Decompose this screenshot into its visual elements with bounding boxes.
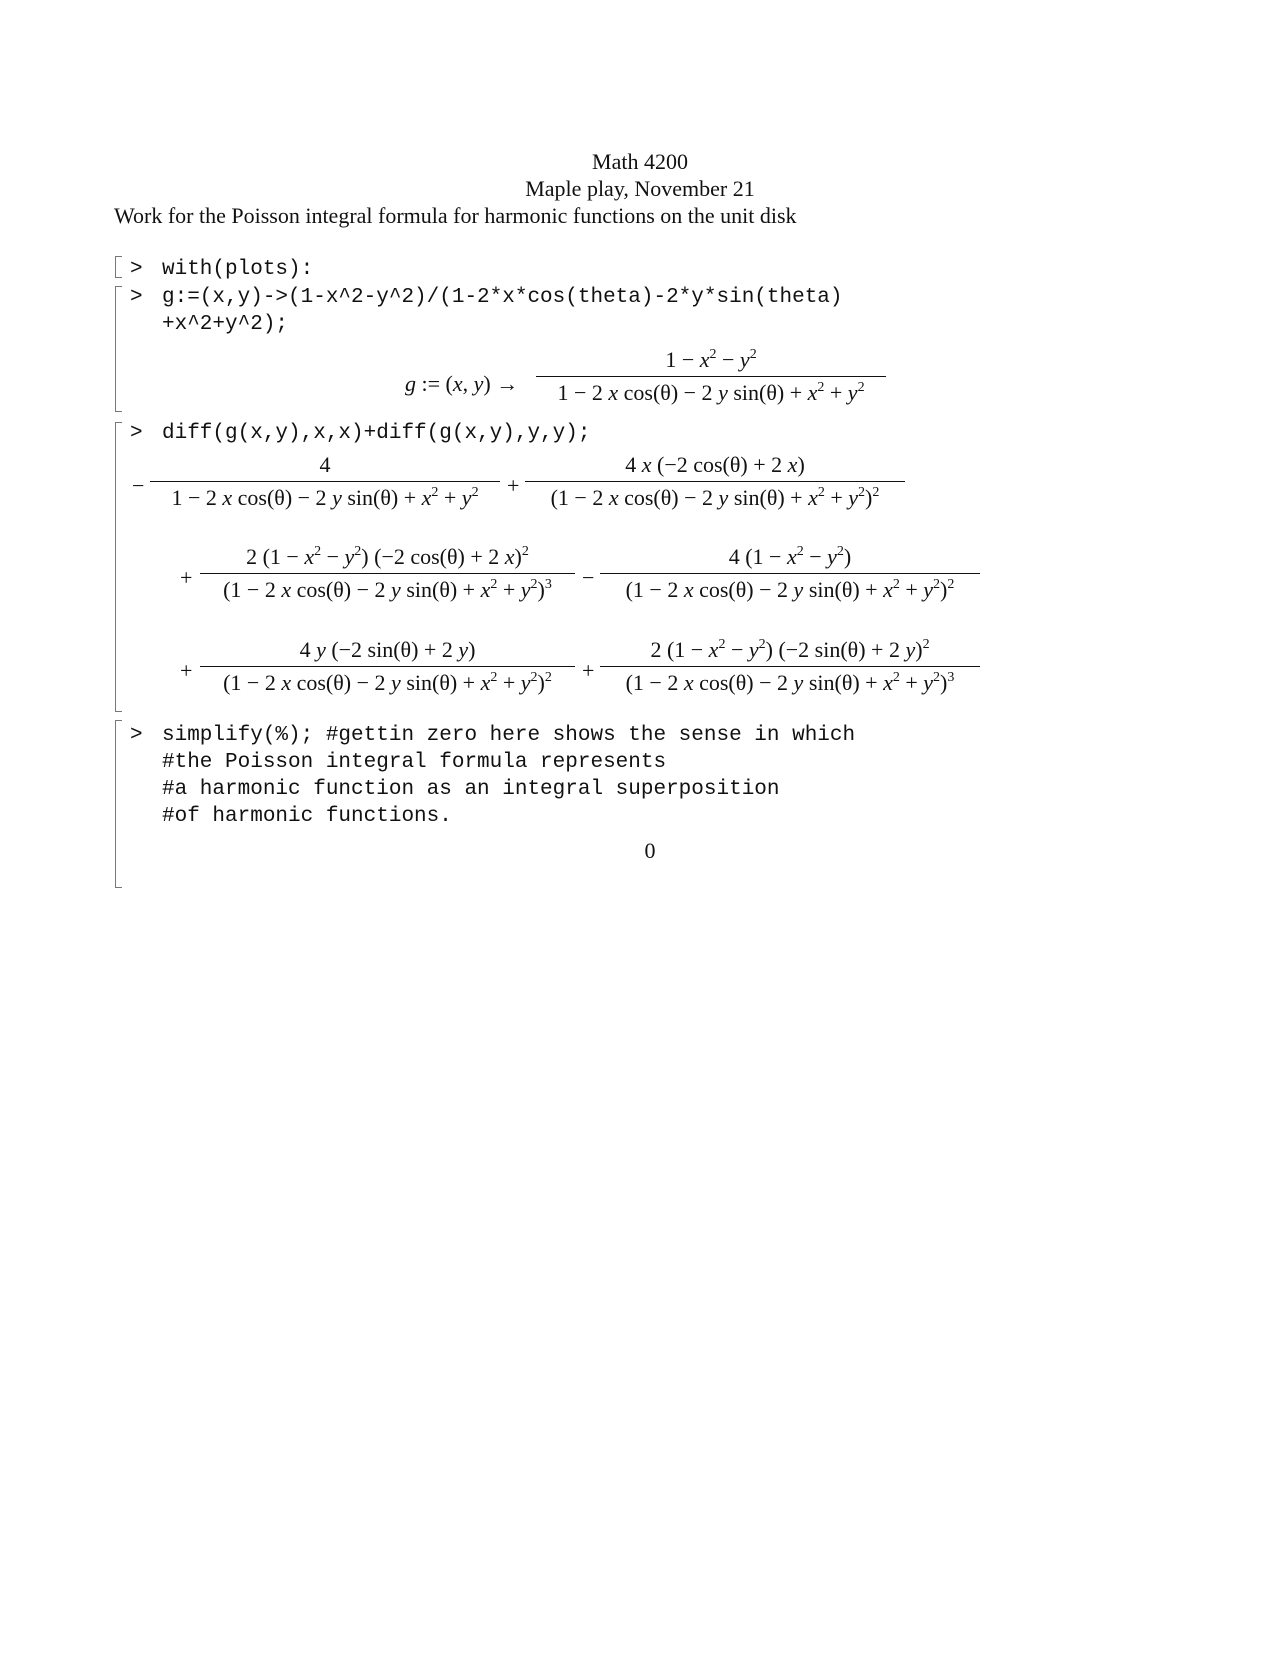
group-bracket-4[interactable] xyxy=(115,720,116,888)
input-comment-line[interactable]: #of harmonic functions. xyxy=(162,805,452,828)
prompt: > xyxy=(130,422,143,445)
input-define-g-continued[interactable]: +x^2+y^2); xyxy=(162,313,289,336)
prompt: > xyxy=(130,286,143,309)
output-plus-sign: + xyxy=(180,658,193,683)
input-laplacian[interactable]: diff(g(x,y),x,x)+diff(g(x,y),y,y); xyxy=(162,422,591,445)
input-with-plots[interactable]: with(plots): xyxy=(162,258,314,281)
output-term-6: 2 $(1 - x^2 - y^2)$ (−2 sin(θ) + 2 y)$^2$ (1 − 2 x cos(θ) − 2 y $\sin(\theta) + x^2 + y^2)^3$ xyxy=(600,637,980,696)
group-bracket-1[interactable] xyxy=(115,256,116,278)
group-bracket-3[interactable] xyxy=(115,422,116,712)
output-term-2: 4 x (−2 cos(θ) + 2 x) (1 − 2 x cos(θ) − 2 y $\sin(\theta) + x^2 + y^2)^2$ xyxy=(525,452,905,511)
output-plus-sign: + xyxy=(507,473,520,498)
output-plus-sign: + xyxy=(180,565,193,590)
output-term-3: 2 $(1 - x^2 - y^2)$ (−2 cos(θ) + 2 x)$^2$ (1 − 2 x cos(θ) − 2 y $\sin(\theta) + x^2 + y^2)^3$ xyxy=(200,544,575,603)
output-term-5: 4 y (−2 sin(θ) + 2 y) (1 − 2 x cos(θ) − 2 y $\sin(\theta) + x^2 + y^2)^2$ xyxy=(200,637,575,696)
output-minus-sign: − xyxy=(582,565,595,590)
output-term-1: 4 1 − 2 x cos(θ) − 2 y $\sin(\theta) + x^2 + y^2$ xyxy=(150,452,500,511)
output-minus-sign: − xyxy=(132,473,145,498)
output-g-lhs: g := (x, y) → xyxy=(405,371,519,396)
document-subtitle: Maple play, November 21 xyxy=(525,176,755,201)
input-simplify[interactable]: simplify(%); #gettin zero here shows the sense in which xyxy=(162,724,856,747)
group-bracket-2[interactable] xyxy=(115,286,116,412)
document-description: Work for the Poisson integral formula for harmonic functions on the unit disk xyxy=(114,203,797,228)
input-comment-line[interactable]: #a harmonic function as an integral superposition xyxy=(162,778,780,801)
prompt: > xyxy=(130,724,143,747)
output-plus-sign: + xyxy=(582,658,595,683)
course-title: Math 4200 xyxy=(592,149,688,174)
prompt: > xyxy=(130,258,143,281)
input-comment-line[interactable]: #the Poisson integral formula represents xyxy=(162,751,667,774)
input-define-g[interactable]: g:=(x,y)->(1-x^2-y^2)/(1-2*x*cos(theta)-2*y*sin(theta) xyxy=(162,286,843,309)
output-simplify-result: 0 xyxy=(644,838,656,863)
output-term-4: 4 $(1 - x^2 - y^2)$ (1 − 2 x cos(θ) − 2 y $\sin(\theta) + x^2 + y^2)^2$ xyxy=(600,544,980,603)
output-g-fraction: $1 - x^2 - y^2$ 1 − 2 x cos(θ) − 2 y $\sin(\theta) + x^2 + y^2$ xyxy=(536,347,886,406)
